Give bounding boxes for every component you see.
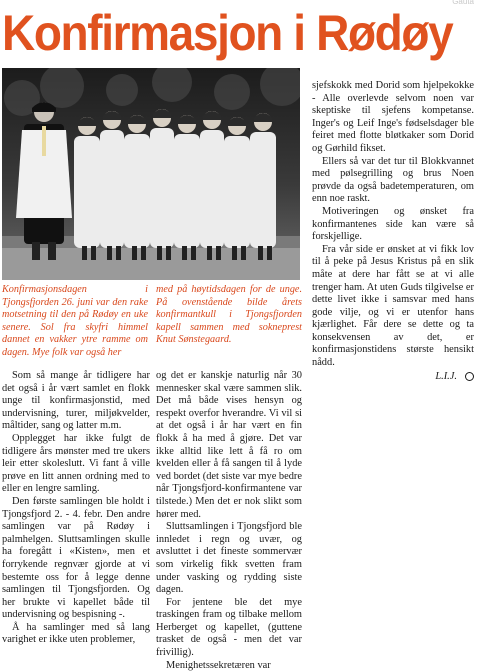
author-signature [312, 371, 474, 384]
end-mark-icon [465, 372, 474, 381]
paragraph: og det er kanskje naturlig når 30 mennesker skal være sammen slik. Det må både vises hensyn og respekt overfor hverandre. Vi vil si at det også i år har vært en fin flokk å ha med å gjøre. Det var ikke alltid like lett å få ro om kvelden eller å få sangen til å lyde ved bordet (det siste var mye bedre når Tjongsfjord-konfirmantene var tilstede.) Men det er nok slikt som hører med. [156, 370, 302, 520]
paragraph: Å ha samlinger med så lang varighet er ikke uten problemer, [2, 621, 150, 646]
paragraph: sjefskokk med Dorid som hjelpekokke - Alle overlevde selvom noen var skeptiske til sjefens kompetanse. Inger's og Leif Inge's fødselsdager ble feiret med flotte bløtkaker som Dorid og Gørhild fikset. [312, 80, 474, 154]
paragraph: Som så mange år tidligere har det også i år vært samlet en flokk unge til konfirmasjonstid, med undervisning, turer, miljøkvelder, måltider, sang og latter m.m. [2, 370, 150, 432]
paragraph: Fra vår side er ønsket at vi fikk lov til å peke på Jesus Kristus på en slik måte at dere har fått se at vi alle trenger ham. At uten Guds tilgivelse er dette livet ikke i samsvar med hans gode vilje, og vi er utenfor hans kjærlighet. Får dere se dette og ta konsekvensen av det, er konfirmasjonstidens største hensikt nådd. [312, 243, 474, 369]
article-column-3 [312, 80, 474, 383]
photo-illustration [2, 68, 300, 280]
article-headline: Konfirmasjon i Rødøy [2, 5, 453, 61]
photo-caption-right: med på høytidsdagen for de unge. På ovenstående bilde årets konfirmantkull i Tjongsfjorden kapell sammen med sokneprest Knut Sønstegaard. [156, 284, 302, 346]
paragraph: Motiveringen og ønsket fra konfirmantenes side kan være så forskjellige. [312, 205, 474, 243]
confirmation-group-photo [2, 68, 300, 280]
paragraph: Den første samlingen ble holdt i Tjongsfjord 2. - 4. febr. Den andre samlingen var på Rødøy i palmhelgen. Sluttsamlingen skulle ha foregått i «Kisten», men et forrykende regnvær gjorde at vi bestemte oss for å legge denne samlingen til Tjongsfjorden. Og her brukte vi kapellet både til undervisning og bespisning -. [2, 495, 150, 621]
signature-text: L.I.J. [435, 370, 457, 382]
paragraph: Menighetssekretæren var [166, 659, 271, 671]
paragraph: Opplegget har ikke fulgt de tidligere års mønster med tre ukers leir etter skoleslutt. Vi fant å ville prøve en litt annen ordning med to eller en lengre samling. [2, 432, 150, 495]
photo-caption-left: Konfirmasjonsdagen i Tjongsfjorden 26. juni var den rake motsetning til den på Rødøy en uke senere. Sol fra skyfri himmel dannet en vakker ytre ramme om dagen. Mye folk var også her [2, 284, 148, 358]
paragraph: Sluttsamlingen i Tjongsfjord ble innledet i regn og uvær, og avsluttet i det fineste sommervær som virkelig fikk svetten fram under vasking og rydding siste dagen. [156, 521, 302, 596]
paragraph: For jentene ble det mye traskingen fram og tilbake mellom Herberget og kapellet, (guttene trasket de også - men det var frivillig). [156, 596, 302, 659]
article-column-1 [2, 370, 150, 647]
article-column-2 [156, 370, 302, 672]
paragraph: Ellers så var det tur til Blokkvannet med pølsegrilling og brus Noen prøvde da også badetemperaturen, om enn noe raskt. [312, 155, 474, 205]
header-fragment: Gauta [452, 0, 474, 6]
